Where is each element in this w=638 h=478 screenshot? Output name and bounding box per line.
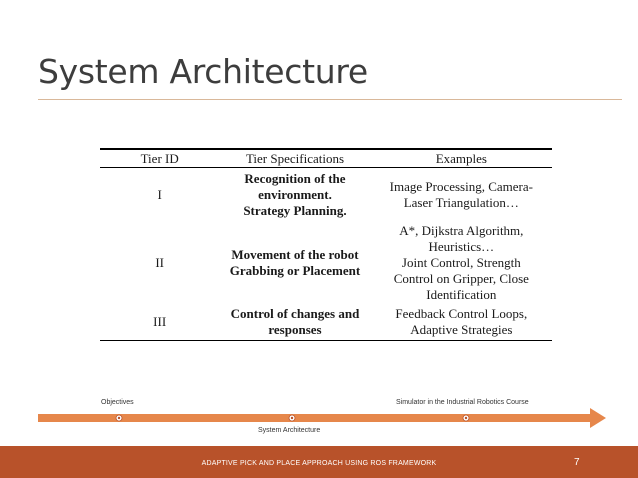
slide-title: System Architecture: [38, 52, 368, 91]
table-header-row: [100, 149, 552, 168]
timeline-label-objectives: Objectives: [101, 399, 134, 406]
spec-line: Strategy Planning.: [243, 203, 347, 218]
footer-title: ADAPTIVE PICK AND PLACE APPROACH USING ROS FRAMEWORK: [201, 460, 437, 467]
tier-table: [100, 148, 552, 341]
footer-bar: [0, 446, 638, 478]
arrow-head-icon: [590, 408, 606, 428]
table-row: [100, 222, 552, 304]
timeline-label-system-architecture: System Architecture: [258, 427, 321, 434]
header-examples: Examples: [371, 149, 552, 168]
timeline-arrow: [38, 404, 608, 432]
timeline-label-simulator: Simulator in the Industrial Robotics Course: [396, 399, 529, 406]
spec-line: environment.: [258, 187, 332, 202]
page-number: 7: [574, 457, 580, 468]
table-row: [100, 304, 552, 341]
example-line: Laser Triangulation…: [403, 195, 519, 210]
example-line: Image Processing, Camera-: [389, 179, 533, 194]
example-line: Feedback Control Loops,: [395, 306, 528, 321]
spec-line: Control of changes and: [230, 306, 360, 321]
tier-spec-cell: [219, 304, 370, 341]
header-tier-id: Tier ID: [100, 149, 219, 168]
milestone-dot-center: [118, 417, 120, 419]
examples-cell: [371, 222, 552, 304]
tier-spec-cell: [219, 222, 370, 304]
table-row: [100, 168, 552, 223]
example-line: Joint Control, Strength: [401, 255, 521, 270]
milestone-dot-center: [465, 417, 467, 419]
spec-line: Grabbing or Placement: [229, 263, 361, 278]
examples-cell: [371, 168, 552, 223]
example-line: Heuristics…: [428, 239, 495, 254]
example-line: Adaptive Strategies: [410, 322, 513, 337]
spec-line: Movement of the robot: [231, 247, 359, 262]
header-tier-specifications: Tier Specifications: [219, 149, 370, 168]
examples-cell: [371, 304, 552, 341]
tier-id-cell: II: [155, 255, 164, 270]
title-divider: [38, 99, 622, 100]
tier-spec-cell: [219, 168, 370, 223]
spec-line: Recognition of the: [244, 171, 346, 186]
milestone-dot-center: [291, 417, 293, 419]
example-line: Identification: [426, 287, 497, 302]
tier-id-cell: I: [157, 187, 162, 202]
example-line: Control on Gripper, Close: [393, 271, 529, 286]
spec-line: responses: [268, 322, 322, 337]
tier-id-cell: III: [100, 304, 219, 341]
example-line: A*, Dijkstra Algorithm,: [399, 223, 524, 238]
